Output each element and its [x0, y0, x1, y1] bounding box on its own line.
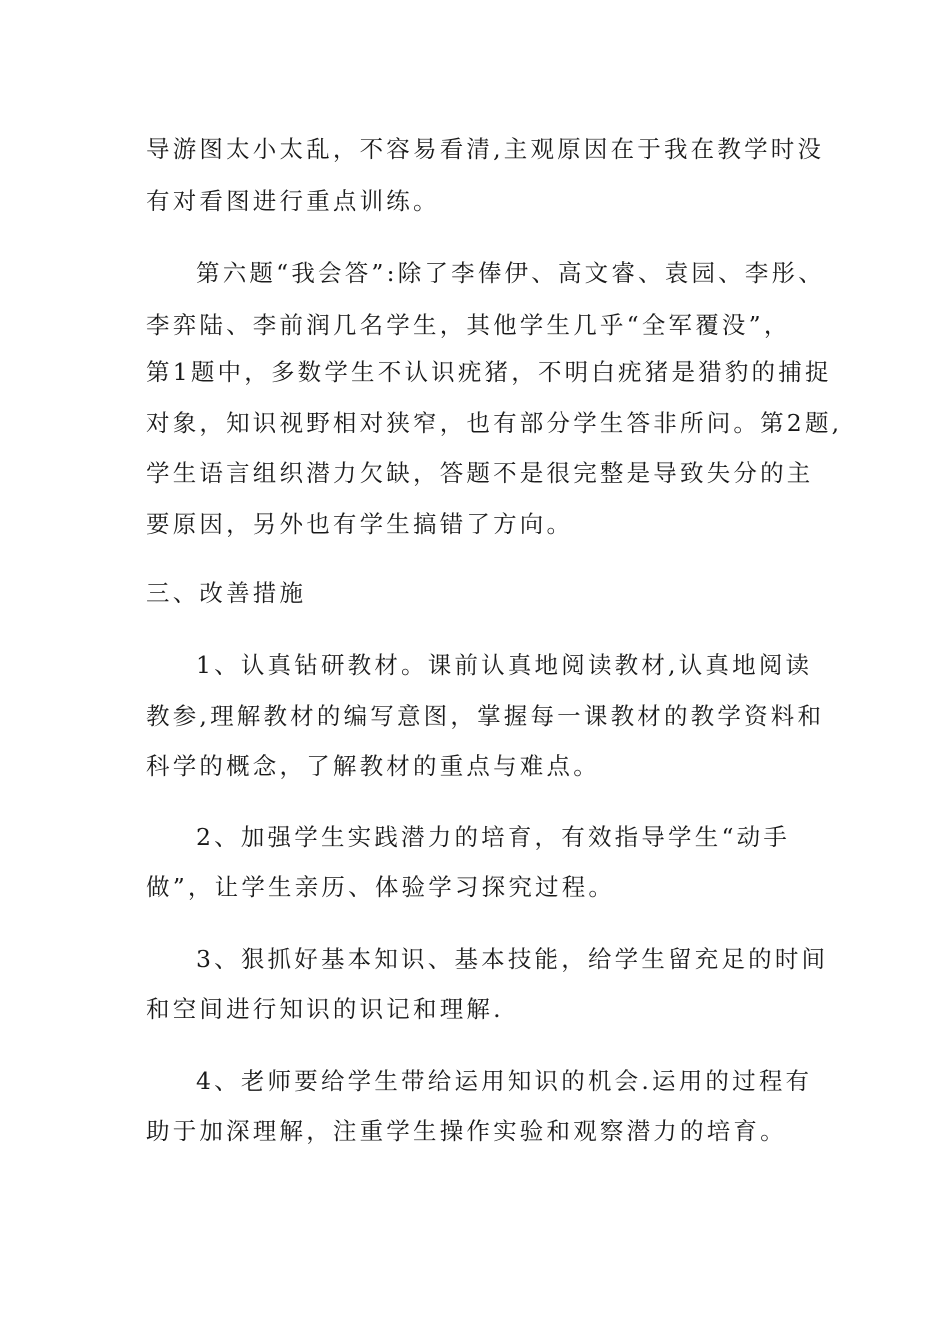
paragraph-2-line-1: 第六题“我会答”:除了李俸伊、高文睿、袁园、李彤、: [196, 259, 825, 287]
section-heading: 三、改善措施: [146, 579, 307, 607]
item-2-line-1: 2、加强学生实践潜力的培育，有效指导学生“动手: [196, 823, 791, 851]
item-3-line-1: 3、狠抓好基本知识、基本技能，给学生留充足的时间: [196, 945, 829, 973]
item-4-line-1: 4、老师要给学生带给运用知识的机会.运用的过程有: [196, 1067, 813, 1095]
paragraph-2-line-6: 要原因，另外也有学生搞错了方向。: [146, 510, 574, 538]
paragraph-2-line-2: 李弈陆、李前润几名学生，其他学生几乎“全军覆没”，: [146, 311, 791, 339]
item-4-line-2: 助于加深理解，注重学生操作实验和观察潜力的培育。: [146, 1117, 787, 1145]
paragraph-2-line-3: 第1题中，多数学生不认识疣猪，不明白疣猪是猎豹的捕捉: [146, 358, 832, 386]
item-2-line-2: 做”，让学生亲历、体验学习探究过程。: [146, 873, 616, 901]
item-1-line-2: 教参,理解教材的编写意图，掌握每一课教材的教学资料和: [146, 702, 825, 730]
item-3-line-2: 和空间进行知识的识记和理解.: [146, 995, 504, 1023]
item-1-line-3: 科学的概念，了解教材的重点与难点。: [146, 752, 600, 780]
paragraph-1-line-1: 导游图太小太乱，不容易看清,主观原因在于我在教学时没: [146, 135, 825, 163]
paragraph-2-line-5: 学生语言组织潜力欠缺，答题不是很完整是导致失分的主: [146, 459, 814, 487]
paragraph-1-line-2: 有对看图进行重点训练。: [146, 187, 440, 215]
paragraph-2-line-4: 对象，知识视野相对狭窄，也有部分学生答非所问。第2题,: [146, 409, 843, 437]
item-1-line-1: 1、认真钻研教材。课前认真地阅读教材,认真地阅读: [196, 651, 813, 679]
